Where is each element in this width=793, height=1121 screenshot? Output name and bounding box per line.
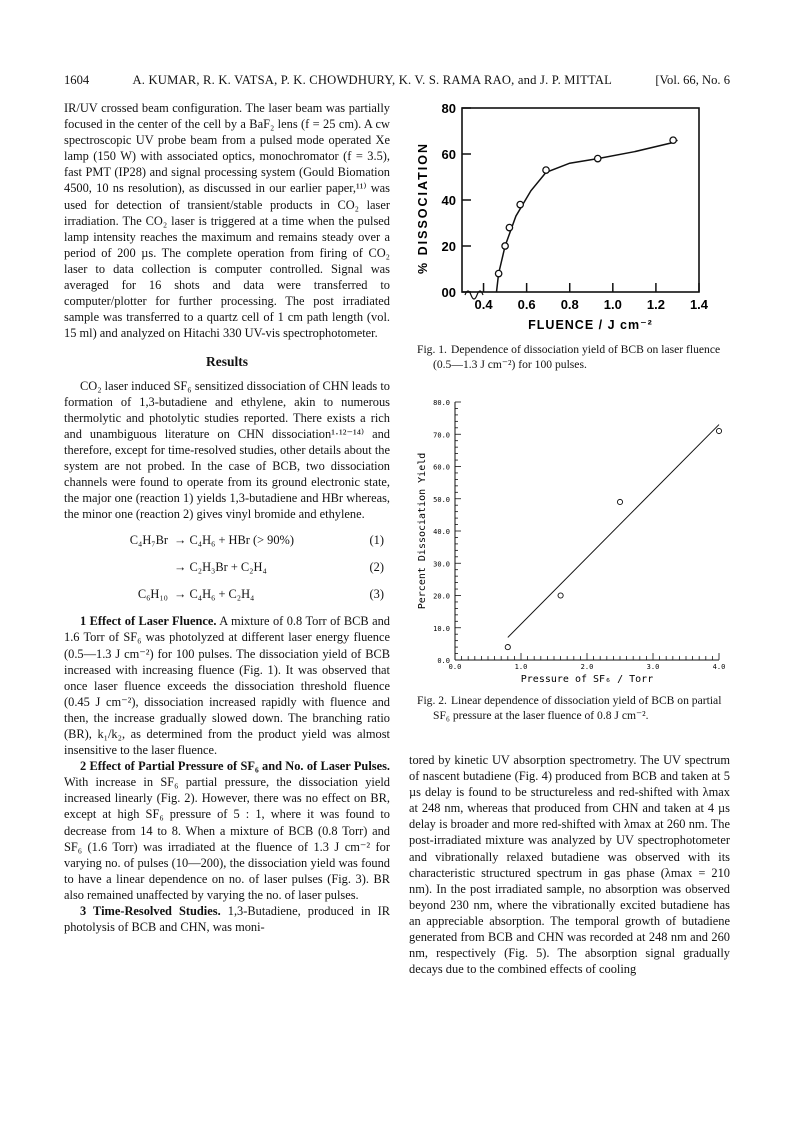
figure-1-chart [409,96,730,341]
x-tick-label: 1.4 [689,297,709,312]
y-tick-label: 00 [441,285,456,300]
x-tick-label: 2.0 [580,663,594,671]
x-axis-label: FLUENCE / J cm⁻² [528,318,653,332]
data-point [543,167,549,173]
data-point [506,224,512,230]
paragraph-pressure: 2 Effect of Partial Pressure of SF₆ and No. of Laser Pulses. With increase in SF₆ partial pressure, the dissociation yield increased linearly (Fig. 2). However, there was no effect on BR, except at high SF₆ pressure of 5 : 1, where it was found to decrease from 14 to 8. When a mixture of BCB (0.8 Torr) and SF₆ (1.6 Torr) was irradiated at the fluence of 1.3 J cm⁻² for varying no. of pulses (10—200), the dissociation yield was found to have a linear dependence on no. of laser pulses (Fig. 3). BR also remained unaffected by varying the no. of laser pulses. [64,759,390,902]
data-point [505,645,510,650]
figure-1-caption: Fig. 1. Dependence of dissociation yield of BCB on laser fluence (0.5—1.3 J cm⁻²) for 100 pulses. [417,343,721,371]
figure-2-chart [409,392,730,692]
y-tick-label: 20 [441,239,456,254]
subsection-1-title: 1 Effect of Laser Fluence. [80,614,217,629]
reaction-2: → C₂H₃Br + C₂H₄ (2) [174,560,384,575]
y-axis-label: % DISSOCIATION [416,142,430,274]
x-tick-label: 0.0 [448,663,462,671]
plot-frame [462,108,699,292]
page-header [64,73,730,88]
left-column [64,100,390,935]
reaction-1: C₄H₇Br → C₄H₆ + HBr (> 90%) (1) [129,533,384,548]
y-tick-label: 10.0 [433,624,450,633]
y-tick-label: 0.0 [437,657,450,665]
y-tick-label: 70.0 [433,431,450,440]
x-tick-label: 1.0 [603,297,622,312]
paragraph-time-resolved: 3 Time-Resolved Studies. 1,3-Butadiene, produced in IR photolysis of BCB and CHN, was moni- [64,904,390,935]
paragraph-fluence: 1 Effect of Laser Fluence. A mixture of 0.8 Torr of BCB and 1.6 Torr of SF₆ was photolyzed at different laser energy fluence (0.5—1.3 J cm⁻²) for 100 pulses. The dissociation yield of BCB increased with increasing fluence (Fig. 1). It was observed that once laser fluence exceeds the dissociation threshold fluence (0.45 J cm⁻²), dissociation increased rapidly with fluence and then, the increase gradually slowed down. The branching ratio (BR), k₁/k₂, as determined from the product yield was almost insensitive to the laser fluence. [64,614,390,758]
y-axis-label: Percent Dissociation Yield [417,452,428,610]
fit-curve [497,140,678,292]
subsection-3-title: 3 Time-Resolved Studies. [80,904,221,919]
x-tick-label: 1.2 [646,297,665,312]
data-point [558,593,563,598]
reaction-3: C₆H₁₀ → C₄H₆ + C₂H₄ (3) [137,587,384,602]
x-tick-label: 4.0 [712,663,726,671]
y-tick-label: 40.0 [433,528,450,536]
x-tick-label: 0.4 [474,297,493,312]
x-tick-label: 0.6 [517,297,536,312]
results-heading: Results [205,354,248,370]
page-number: 1604 [64,73,90,87]
y-tick-label: 60.0 [433,463,450,472]
subsection-2-title: 2 Effect of Partial Pressure of SF₆ and No. of Laser Pulses. [80,759,390,774]
data-point [716,428,721,433]
reaction-equations [64,530,390,605]
x-tick-label: 1.0 [514,663,528,671]
data-point [670,137,676,143]
paragraph-methods: IR/UV crossed beam configuration. The laser beam was partially focused in the center of the cell by a BaF₂ lens (f = 25 cm). A cw spectroscopic UV probe beam from a pulsed mode operated Xe lamp (150 W) with associated optics, monochromator (f = 3.5), fast PMT (IP28) and signal processing system (Gould Biomation 4500, 10 ns resolution), as discussed in our earlier paper,¹¹⁾ was used for detection of transient/stable products in CO₂ laser irradiation. The CO₂ laser is triggered at a time when the pulsed lamp intensity reaches the maximum and remains steady over a period of 200 µs. The complete operation from firing of CO₂ laser to data collection is computer controlled. Signal was averaged for 16 shots and data were transferred to computer/plotter for further processing. The post irradiated sample was transferred to a quartz cell of 1 cm path length (vol. 15 ml) and analyzed on Hitachi 330 UV-vis spectrophotometer. [64,101,390,341]
y-tick-label: 20.0 [433,592,450,601]
fit-line [508,425,719,638]
running-authors: A. KUMAR, R. K. VATSA, P. K. CHOWDHURY, K. V. S. RAMA RAO, and J. P. MITTAL [132,73,613,87]
x-tick-label: 3.0 [646,663,660,671]
paragraph-results-intro: CO₂ laser induced SF₆ sensitized dissociation of CHN leads to formation of 1,3-butadiene and ethylene, akin to numerous thermolytic and photolytic studies reported. There exists a rich and unambiguous literature on CHN dissociation¹·¹²⁻¹⁴⁾ and therefore, except for time-resolved studies, other details about the system are not probed. In the case of BCB, two dissociation channels were found to operate from its ground electronic state, the major one (reaction 1) yields 1,3-butadiene and HBr whereas, the minor one (reaction 2) gives vinyl bromide and ethylene. [64,378,390,522]
x-axis-label: Pressure of SF₆ / Torr [520,674,654,685]
y-tick-label: 80 [441,101,456,116]
x-tick-label: 0.8 [560,297,579,312]
data-point [595,155,601,161]
data-point [495,270,501,276]
y-tick-label: 80.0 [433,399,450,407]
paragraph-uv-spectrometry: tored by kinetic UV absorption spectrometry. The UV spectrum of nascent butadiene (Fig. 4) produced from BCB and taken at 5 µs delay is found to be structureless and red-shifted with λmax at 248 nm, whereas that produced from CHN and taken at 4 µs delay is broader and more red-shifted with λmax at 260 nm. The post-irradiated mixture was analyzed by UV spectrophotometer and vibrationally relaxed butadiene was observed with its characteristic structured spectrum in gas phase (λmax = 210 nm). In the post irradiated sample, no absorption was observed beyond 230 nm, where the vibrationally excited butadiene has an appreciable absorption. The temporal growth of butadiene generated from BCB and CHN was recorded at 248 nm and 260 nm, respectively (Fig. 5). The absorption signal gradually decays due to the combined effects of cooling [409,753,730,977]
right-column [409,752,730,977]
y-tick-label: 60 [441,147,456,162]
data-point [502,243,508,249]
y-tick-label: 50.0 [433,495,450,504]
data-point [617,499,622,504]
data-point [517,201,523,207]
volume-info: [Vol. 66, No. 6 [655,73,730,87]
figure-2-caption: Fig. 2. Linear dependence of dissociation yield of BCB on partial SF₆ pressure at the laser fluence of 0.8 J cm⁻². [417,694,722,722]
y-tick-label: 40 [441,193,456,208]
y-tick-label: 30.0 [433,560,450,569]
